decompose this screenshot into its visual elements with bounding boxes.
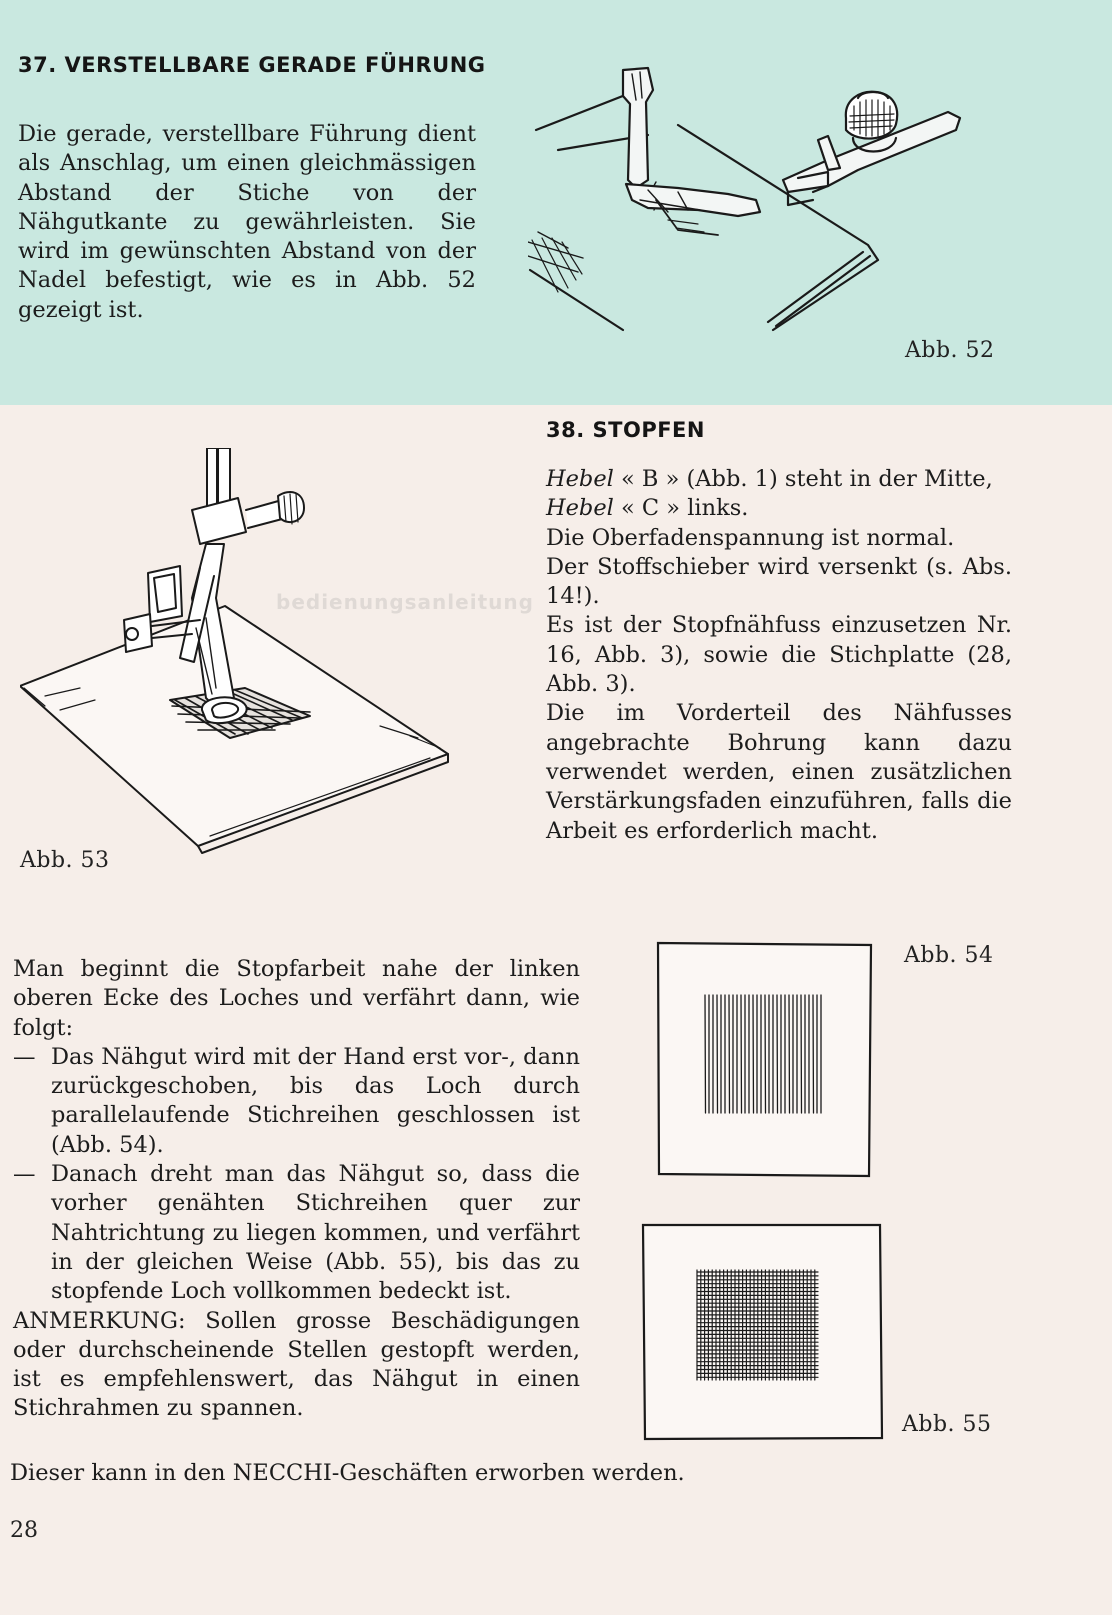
section-38-heading: 38. STOPFEN [546,418,705,442]
figure-54-illustration [655,940,875,1180]
stitch-row [741,995,742,1113]
lever-b-line [546,465,1012,494]
stitch-row [777,995,778,1113]
lever-c-label: Hebel [546,495,614,522]
darning-step-1 [13,1043,580,1160]
darning-step-1-text: Das Nähgut wird mit der Hand erst vor-, dann zurückgeschoben, bis das Loch durch parallelaufende Stichreihen geschlossen ist (Abb. 54). [51,1043,580,1158]
stitch-row [729,995,730,1113]
thread-tension-line: Die Oberfadenspannung ist normal. [546,524,955,551]
section-37-paragraph: Die gerade, verstellbare Führung dient als Anschlag, um einen gleichmässigen Abstand der Stiche von der Nähgutkante zu gewährleisten. Sie wird im gewünschten Abstand von der Nadel befestigt, wie es in Abb. 52 gezeigt ist. [18,121,476,323]
darning-final: Dieser kann in den NECCHI-Geschäften erworben werden. [10,1460,685,1486]
watermark: bedienungsanleitung [276,590,534,614]
lever-c-line [546,494,1012,523]
darning-step-2-text: Danach dreht man das Nähgut so, dass die vorher genähten Stichreihen quer zur Nahtrichtung zu liegen kommen, und verfährt in der gleichen Weise (Abb. 55), bis das zu stopfende Loch vollkommen bedeckt ist. [51,1161,580,1305]
lever-b-text: « B » (Abb. 1) steht in der Mitte, [613,466,993,492]
darning-instructions [13,955,580,1424]
feed-dog-line: Der Stoffschieber wird versenkt (s. Abs. 14!). [546,553,1012,610]
reinforcement-thread-line: Die im Vorderteil des Nähfusses angebrachte Bohrung kann dazu verwendet werden, einen zusätzlichen Verstärkungsfaden einzuführen, falls die Arbeit es erforderlich macht. [546,700,1012,844]
darning-note: ANMERKUNG: Sollen grosse Beschädigungen oder durchscheinende Stellen gestopft werden, ist es empfehlenswert, das Nähgut in einen Stichrahmen zu spannen. [13,1307,580,1422]
figure-53-illustration [20,448,450,868]
stitch-row [789,995,790,1113]
figure-52-illustration [528,60,1008,340]
stitch-row [765,995,766,1113]
darning-intro: Man beginnt die Stopfarbeit nahe der linken oberen Ecke des Loches und verfährt dann, wie folgt: [13,956,580,1041]
stitch-row [705,995,706,1113]
figure-52-caption: Abb. 52 [905,338,995,363]
lever-b-label: Hebel [546,466,614,492]
stitch-row [801,995,802,1113]
figure-55-illustration [640,1222,885,1442]
figure-54-caption: Abb. 54 [904,943,994,968]
darning-step-2 [13,1160,580,1306]
stitch-row [717,995,718,1113]
page-number: 28 [10,1518,38,1543]
figure-55-caption: Abb. 55 [902,1412,992,1437]
darning-foot-line: Es ist der Stopfnähfuss einzusetzen Nr. 16, Abb. 3), sowie die Stichplatte (28, Abb. 3). [546,612,1012,698]
stitch-row [753,995,754,1113]
section-37-heading: 37. VERSTELLBARE GERADE FÜHRUNG [18,53,486,77]
dash-bullet: — [13,1161,36,1188]
stitch-row [813,995,814,1113]
figure-53-caption: Abb. 53 [20,848,110,873]
section-38-paragraph [546,465,1012,846]
lever-c-text: « C » links. [613,495,749,522]
dash-bullet: — [13,1043,36,1070]
